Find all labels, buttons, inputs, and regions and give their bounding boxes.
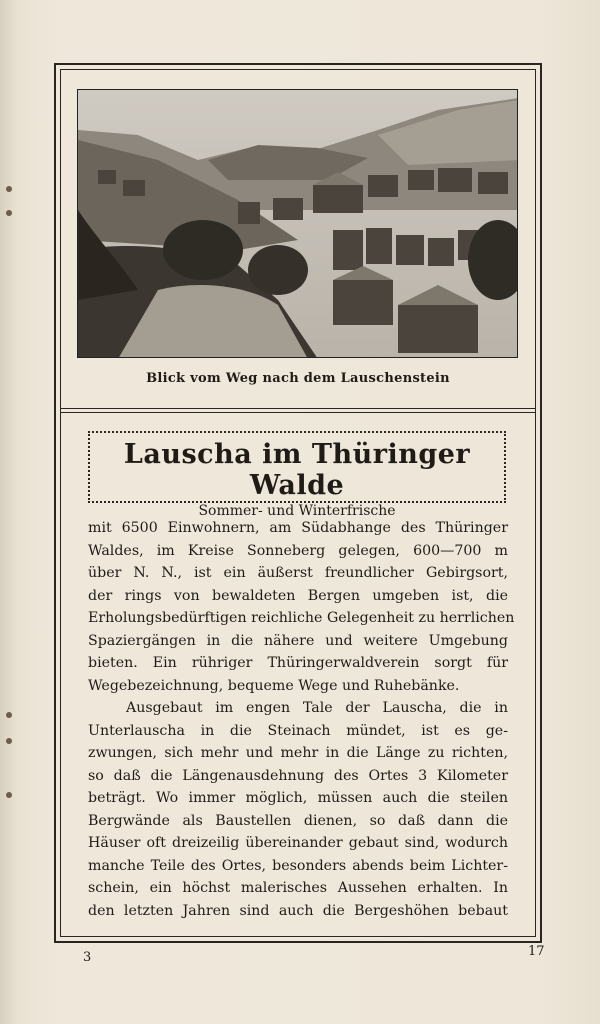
text-line: Ausgebaut im engen Tale der Lauscha, die in [126, 700, 508, 716]
divider-line [60, 408, 536, 409]
text-line: Unterlauscha in die Steinach mündet, ist es ge- [88, 722, 508, 739]
text-line: Erholungsbedürftigen reichliche Gelegenheit zu herrlichen [88, 610, 515, 626]
text-line: beträgt. Wo immer möglich, müssen auch die steilen [88, 790, 508, 806]
staple-hole [6, 712, 12, 718]
page-subtitle: Sommer- und Winterfrische [198, 503, 396, 519]
staple-hole [6, 210, 12, 216]
text-line: Spaziergängen in die nähere und weitere Umgebung [88, 632, 508, 649]
text-line: den letzten Jahren sind auch die Bergeshöhen bebaut [88, 902, 508, 919]
town-photo [77, 89, 518, 358]
body-text [88, 517, 515, 922]
text-line: Wegebezeichnung, bequeme Wege und Ruhebänke. [88, 677, 460, 694]
title-box [88, 431, 506, 519]
staple-hole [6, 186, 12, 192]
page-number-right: 17 [528, 944, 545, 959]
page-number-left: 3 [83, 950, 92, 965]
text-line: zwungen, sich mehr und mehr in die Länge zu richten, [88, 745, 508, 761]
text-line: Häuser oft dreizeilig übereinander gebaut sind, wodurch [88, 835, 508, 851]
staple-hole [6, 738, 12, 744]
text-line: mit 6500 Einwohnern, am Südabhange des Thüringer [88, 520, 508, 536]
text-line: so daß die Längenausdehnung des Ortes 3 Kilometer [88, 767, 508, 784]
text-line: der rings von bewaldeten Bergen umgeben ist, die [88, 587, 508, 604]
text-line: schein, ein höchst malerisches Aussehen erhalten. In [88, 880, 508, 896]
text-line: bieten. Ein rühriger Thüringerwaldverein sorgt für [88, 655, 508, 671]
page-title: Lauscha im Thüringer Walde [123, 439, 471, 501]
text-line: Bergwände als Baustellen dienen, so daß dann die [88, 812, 508, 829]
text-line: über N. N., ist ein äußerst freundlicher Gebirgsort, [88, 565, 508, 581]
text-line: manche Teile des Ortes, besonders abends beim Lichter- [88, 857, 508, 874]
divider-line [60, 412, 536, 413]
staple-hole [6, 792, 12, 798]
town-photo-illustration [78, 90, 518, 358]
photo-caption: Blick vom Weg nach dem Lauschenstein [146, 371, 450, 386]
text-line: Waldes, im Kreise Sonneberg gelegen, 600—700 m [88, 542, 508, 559]
